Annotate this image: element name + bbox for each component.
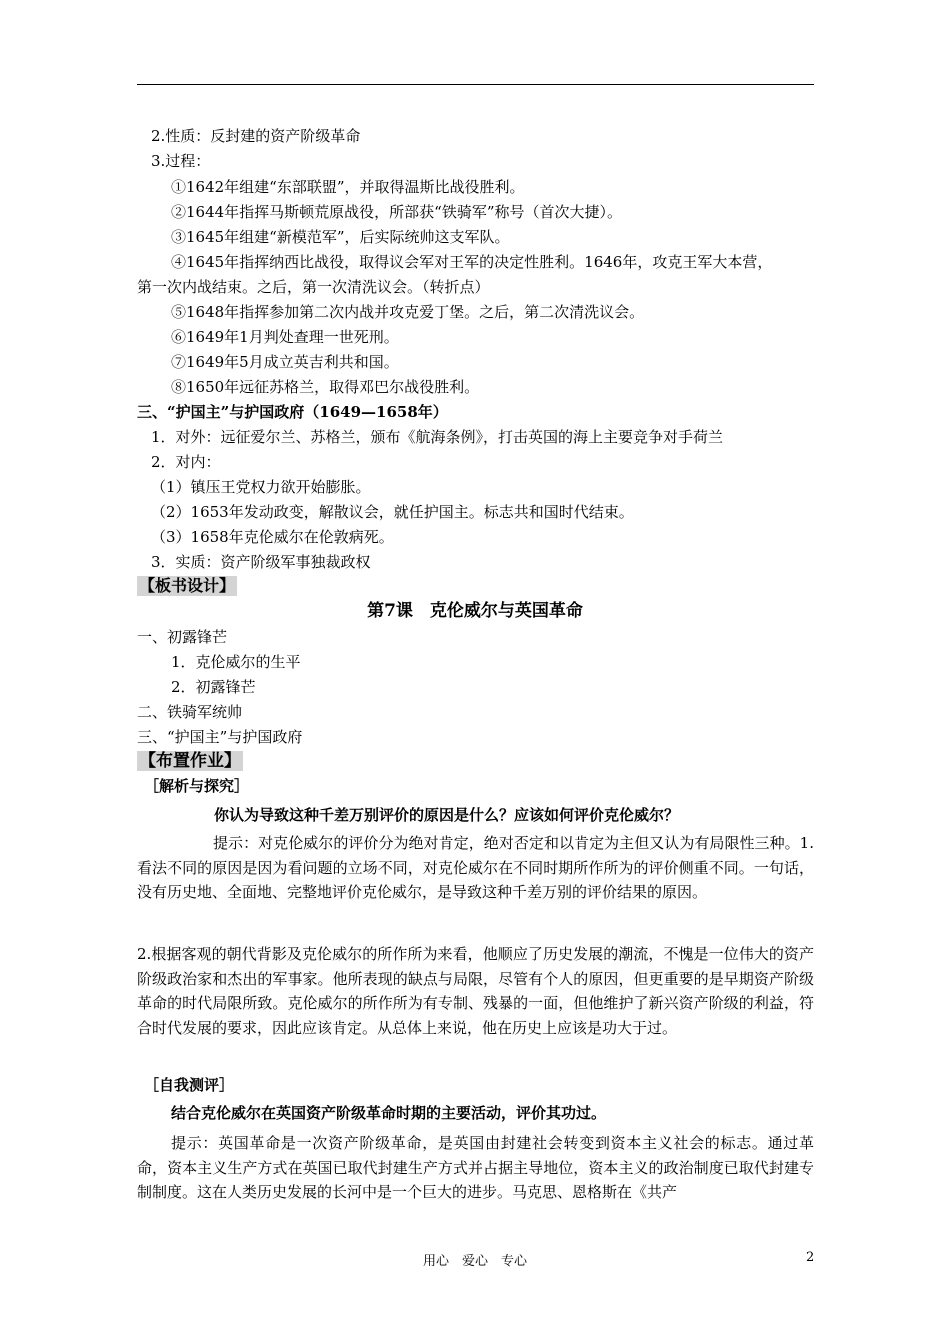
text-line: 2．对内：: [151, 453, 221, 471]
board-item: 1．克伦威尔的生平: [171, 653, 301, 671]
text-line: 3．实质：资产阶级军事独裁政权: [151, 553, 371, 571]
text-line: ⑧1650年远征苏格兰，取得邓巴尔战役胜利。: [171, 378, 480, 396]
text-line: （3）1658年克伦威尔在伦敦病死。: [151, 528, 394, 546]
board-item: 二、铁骑军统帅: [137, 703, 243, 721]
text-line: 2.性质：反封建的资产阶级革命: [151, 127, 361, 145]
text-line: ⑤1648年指挥参加第二次内战并攻克爱丁堡。之后，第二次清洗议会。: [171, 303, 645, 321]
text-line: ②1644年指挥马斯顿荒原战役，所部获“铁骑军”称号（首次大捷）。: [171, 203, 623, 221]
board-design-header: 【板书设计】: [139, 576, 236, 595]
text-line: 第一次内战结束。之后，第一次清洗议会。（转折点）: [137, 278, 490, 296]
page-number: 2: [806, 1250, 815, 1265]
board-item: 三、“护国主”与护国政府: [137, 728, 303, 746]
footer-motto: 用心 爱心 专心: [422, 1254, 527, 1269]
text-line: ③1645年组建“新模范军”，后实际统帅这支军队。: [171, 228, 510, 246]
board-item: 一、初露锋芒: [137, 628, 228, 646]
analysis-subheading: ［解析与探究］: [144, 777, 250, 795]
text-line: ④1645年指挥纳西比战役，取得议会军对王军的决定性胜利。1646年，攻克王军大本营，: [171, 253, 773, 271]
question-1: 你认为导致这种千差万别评价的原因是什么？应该如何评价克伦威尔？: [214, 806, 680, 824]
header-rule: [137, 84, 814, 85]
text-line: （2）1653年发动政变，解散议会，就任护国主。标志共和国时代结束。: [151, 503, 634, 521]
question-2: 结合克伦威尔在英国资产阶级革命时期的主要活动，评价其功过。: [171, 1104, 607, 1122]
text-line: ⑥1649年1月判处查理一世死刑。: [171, 328, 399, 346]
homework-header: 【布置作业】: [139, 751, 241, 771]
answer-2: 提示：英国革命是一次资产阶级革命，是英国由封建社会转变到资本主义社会的标志。通过革命，资本主义生产方式在英国已取代封建生产方式并占据主导地位，资本主义的政治制度已取代封建专制制度。这在人类历史发展的长河中是一个巨大的进步。马克思、恩格斯在《共产: [137, 1134, 814, 1201]
section-heading: 三、“护国主”与护国政府（1649—1658年）: [137, 403, 448, 421]
board-item: 2．初露锋芒: [171, 678, 256, 696]
text-line: ⑦1649年5月成立英吉利共和国。: [171, 353, 399, 371]
text-line: 3.过程：: [151, 152, 211, 170]
text-line: 1．对外：远征爱尔兰、苏格兰，颁布《航海条例》，打击英国的海上主要竞争对手荷兰: [151, 428, 724, 446]
answer-1-part-1: 提示：对克伦威尔的评价分为绝对肯定，绝对否定和以肯定为主但又认为有局限性三种。1.看法不同的原因是因为看问题的立场不同，对克伦威尔在不同时期所作所为的评价侧重不同。一句话，没有历史地、全面地、完整地评价克伦威尔，是导致这种千差万别的评价结果的原因。: [137, 834, 814, 901]
text-line: （1）镇压王党权力欲开始膨胀。: [151, 478, 371, 496]
self-test-subheading: ［自我测评］: [144, 1076, 235, 1094]
lesson-title: 第7课 克伦威尔与英国革命: [367, 601, 583, 621]
answer-1-part-2: 2.根据客观的朝代背影及克伦威尔的所作所为来看，他顺应了历史发展的潮流，不愧是一位伟大的资产阶级政治家和杰出的军事家。他所表现的缺点与局限，尽管有个人的原因，但更重要的是早期资产阶级革命的时代局限所致。克伦威尔的所作所为有专制、残暴的一面，但他维护了新兴资产阶级的利益，符合时代发展的要求，因此应该肯定。从总体上来说，他在历史上应该是功大于过。: [137, 945, 814, 1037]
text-line: ①1642年组建“东部联盟”，并取得温斯比战役胜利。: [171, 178, 525, 196]
